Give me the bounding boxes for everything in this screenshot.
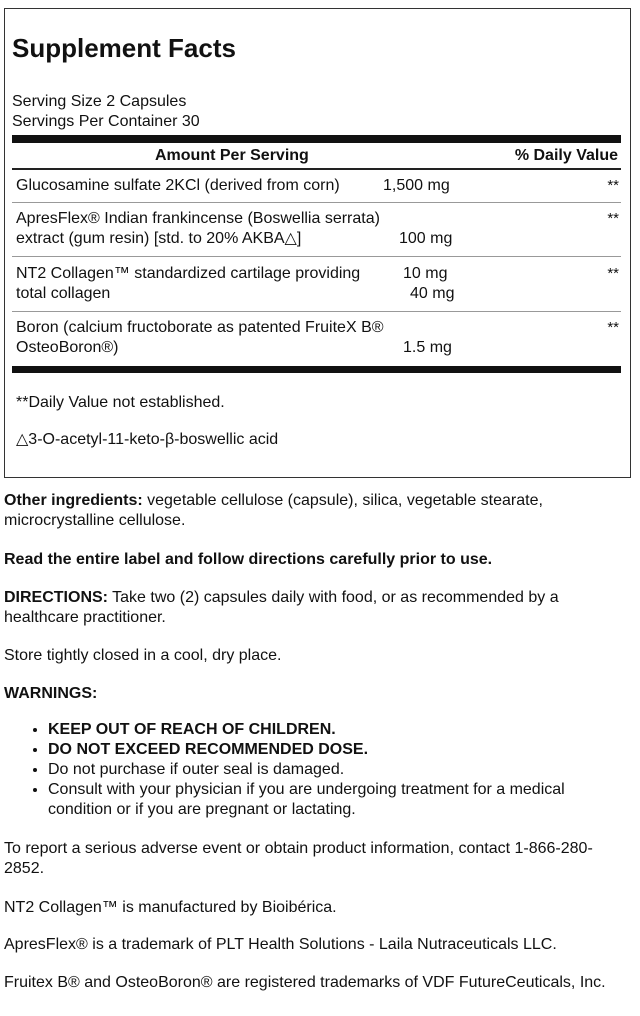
nutrient-row-apresflex: [12, 209, 621, 251]
warning-item: • DO NOT EXCEED RECOMMENDED DOSE.: [48, 740, 629, 760]
warning-item: • Do not purchase if outer seal is damaged.: [48, 760, 629, 780]
amount-per-serving-header: Amount Per Serving: [155, 147, 309, 164]
nutrient-name-line2: total collagen: [16, 285, 111, 302]
serving-size: Serving Size 2 Capsules: [12, 93, 187, 110]
storage-instructions: Store tightly closed in a cool, dry place.: [4, 647, 282, 664]
other-ingredients-label: Other ingredients:: [4, 492, 143, 509]
servings-per-container: Servings Per Container 30: [12, 113, 200, 130]
nutrient-amount: 1.5 mg: [403, 339, 452, 356]
warning-item: • KEEP OUT OF REACH OF CHILDREN.: [48, 720, 629, 740]
directions-text: Take two (2) capsules daily with food, or as recommended by a healthcare practitioner.: [4, 589, 559, 626]
row-divider: [12, 202, 621, 203]
nutrient-amount: 100 mg: [399, 230, 453, 247]
nutrient-daily-value: **: [607, 319, 619, 336]
nutrient-daily-value: **: [607, 177, 619, 194]
adverse-event-report: To report a serious adverse event or obtain product information, contact 1-866-280-2852.: [4, 840, 593, 877]
read-label-notice: Read the entire label and follow directions carefully prior to use.: [4, 551, 493, 568]
row-divider: [12, 311, 621, 312]
other-ingredients: [4, 491, 629, 531]
nutrient-daily-value: **: [607, 210, 619, 227]
thick-divider: [12, 135, 621, 143]
trademark-fruitex: Fruitex B® and OsteoBoron® are registered trademarks of VDF FutureCeuticals, Inc.: [4, 974, 606, 991]
nutrient-daily-value: **: [607, 265, 619, 282]
other-ingredients-text: vegetable cellulose (capsule), silica, vegetable stearate, microcrystalline cellulose.: [4, 492, 543, 529]
nutrient-name: Boron (calcium fructoborate as patented FruiteX B®: [16, 319, 384, 336]
nutrient-row-glucosamine: [12, 176, 621, 198]
thick-divider-bottom: [12, 366, 621, 373]
nutrient-name-line2: OsteoBoron®): [16, 339, 119, 356]
trademark-apresflex: ApresFlex® is a trademark of PLT Health Solutions - Laila Nutraceuticals LLC.: [4, 936, 557, 953]
daily-value-header: % Daily Value: [514, 147, 618, 164]
header-divider: [12, 168, 621, 170]
directions: [4, 588, 629, 628]
nutrient-amount-line2: 40 mg: [410, 285, 455, 302]
nutrient-row-boron: [12, 318, 621, 360]
warnings-list: [4, 720, 629, 820]
daily-value-footnote: **Daily Value not established.: [16, 394, 225, 411]
trademark-nt2: NT2 Collagen™ is manufactured by Bioibérica.: [4, 899, 337, 916]
nutrient-name-line2: extract (gum resin) [std. to 20% AKBA△]: [16, 230, 302, 247]
nutrient-name: ApresFlex® Indian frankincense (Boswellia serrata): [16, 210, 380, 227]
nutrient-amount: 1,500 mg: [383, 177, 450, 194]
warnings-heading: WARNINGS:: [4, 685, 98, 702]
directions-label: DIRECTIONS:: [4, 589, 108, 606]
nutrient-name: Glucosamine sulfate 2KCl (derived from corn): [16, 177, 340, 194]
facts-title: Supplement Facts: [12, 33, 236, 63]
nutrient-amount: 10 mg: [403, 265, 448, 282]
nutrient-row-nt2-collagen: [12, 264, 621, 306]
row-divider: [12, 256, 621, 257]
nutrient-name: NT2 Collagen™ standardized cartilage providing: [16, 265, 361, 282]
akba-footnote: △3-O-acetyl-11-keto-β-boswellic acid: [16, 431, 279, 448]
warning-item: • Consult with your physician if you are undergoing treatment for a medical condition or if you are pregnant or lactating.: [48, 780, 629, 820]
